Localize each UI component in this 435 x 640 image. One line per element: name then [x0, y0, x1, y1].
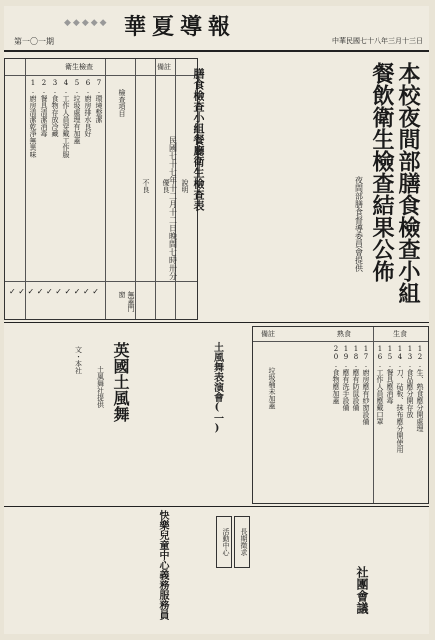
- dance-author: 文・本社: [74, 346, 83, 374]
- table-header-remark: 備註: [157, 63, 171, 71]
- tb-item-8: 19.應有洗手設備: [342, 345, 350, 411]
- tb-item-3: 14.刀、砧板、抹布應分開使用: [396, 345, 404, 453]
- headline-byline: 夜間部膳食督導委員會提供: [354, 176, 364, 272]
- newspaper-page: [4, 6, 429, 634]
- col-label-good: 優良: [162, 179, 170, 193]
- check-mark: ✓ ✓ ✓ ✓ ✓ ✓ ✓ ✓ ✓ ✓: [9, 287, 99, 296]
- col-label-item: 檢查項目: [118, 89, 126, 117]
- table-item-7: 7.環境整潔: [95, 79, 103, 123]
- table-item-3: 3.食物存放冷藏: [51, 79, 59, 137]
- schedule-datetime: 民國七十七年十二月十二日晚間七時卅分: [168, 136, 178, 280]
- headline-line1: 本校夜間部膳食檢查小組: [395, 62, 421, 304]
- table-remark: 無蓋門窗: [118, 291, 135, 312]
- table-item-4: 4.工作人員穿戴工作服: [62, 79, 70, 158]
- table-bottom-header-raw: 生食: [393, 330, 407, 338]
- stamp-recruit: 長期徵求: [234, 516, 250, 568]
- tb-item-9: 20.食物應加蓋: [332, 345, 340, 404]
- dance-title: 英國土風舞: [111, 342, 130, 422]
- bottom-article-subtitle: 社團會議: [355, 566, 369, 614]
- masthead-decoration: ◆◆◆◆◆: [64, 18, 109, 28]
- tb-remark: 垃圾桶未加蓋: [268, 367, 276, 409]
- col-label-explain: 說明: [181, 179, 189, 193]
- tb-item-1: 12.生、熟食應分開處理: [416, 345, 424, 432]
- tb-item-2: 13.食品應分開存放: [406, 345, 414, 418]
- tb-item-4: 15.餐具應消毒: [386, 345, 394, 404]
- tb-item-6: 17.廚房應有紗窗設備: [362, 345, 370, 425]
- table-header-hygiene: 衛生檢查: [65, 63, 93, 71]
- table-bottom-header-cooked: 熟食: [337, 330, 351, 338]
- headline-line2: 餐飲衛生檢查結果公佈: [369, 62, 395, 282]
- col-label-bad: 不良: [142, 179, 150, 193]
- dance-subtitle: 土風舞表演會(一): [211, 342, 223, 434]
- tb-item-7: 18.應有防鼠設備: [352, 345, 360, 411]
- schedule-title: 膳食檢查小組餐廳衛生檢查表: [192, 68, 205, 211]
- table-item-5: 5.垃圾處理有加蓋: [73, 79, 81, 144]
- stamp-center: 活動中心: [216, 516, 232, 568]
- article-body: [200, 62, 350, 262]
- table-item-2: 2.餐具清潔消毒: [40, 79, 48, 137]
- masthead-issue: 第一〇一期: [14, 37, 54, 46]
- table-bottom-header-remark: 備註: [261, 330, 275, 338]
- table-item-6: 6.廚房排水良好: [84, 79, 92, 137]
- tb-item-5: 16.工作人員應戴口罩: [376, 345, 384, 425]
- dance-byline: 土風舞社提供: [96, 366, 105, 408]
- masthead-title: 華夏導報: [124, 14, 237, 40]
- bottom-article-title: 快樂兒童中心義務服務員: [157, 510, 168, 620]
- masthead-date: 中華民國七十八年三月十三日: [332, 37, 423, 45]
- table-item-1: 1.廚房清潔乾淨無異味: [29, 79, 37, 158]
- inspection-table-bottom: [252, 326, 429, 504]
- masthead: [4, 6, 429, 52]
